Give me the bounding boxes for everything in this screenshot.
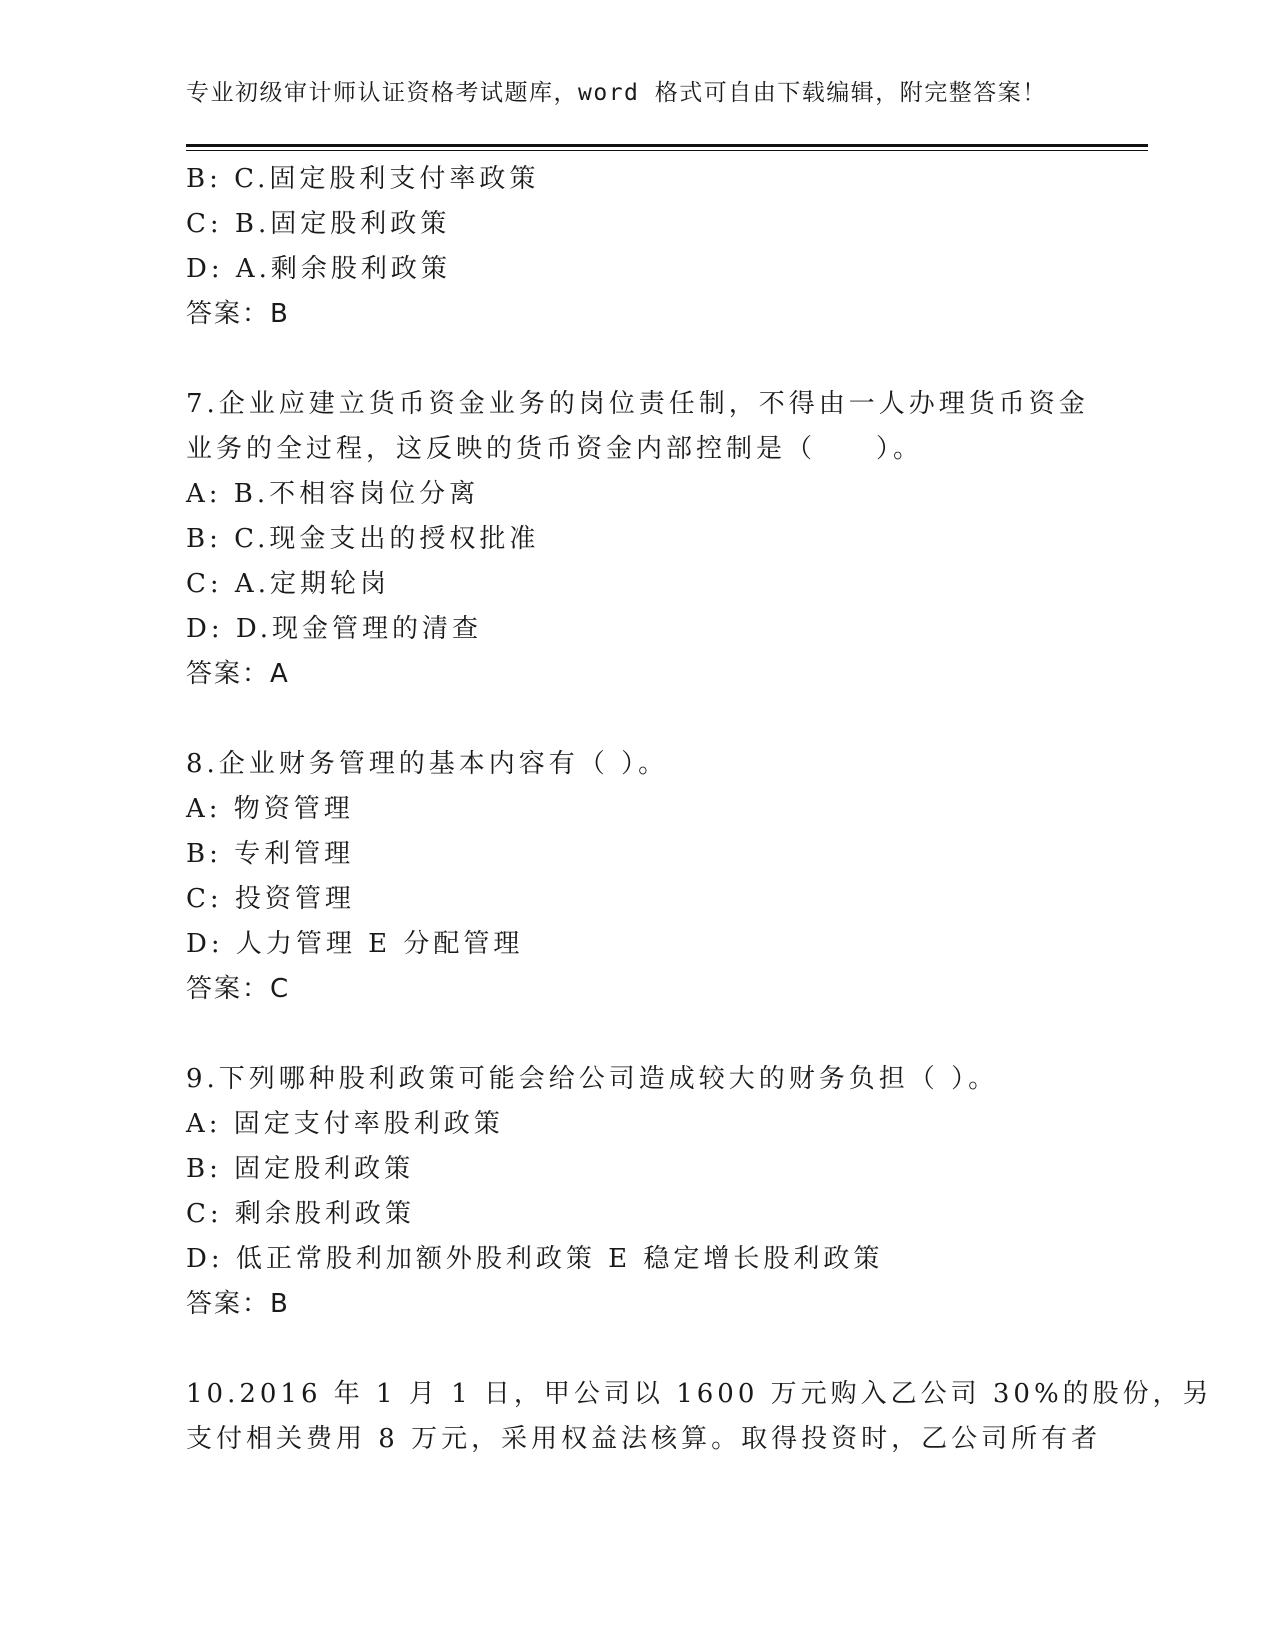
option-line: C: B.固定股利政策 (186, 209, 451, 239)
block-gap (186, 1012, 1086, 1057)
header-rule-thick (186, 144, 1148, 147)
question-text: 支付相关费用 8 万元，采用权益法核算。取得投资时，乙公司所有者 (186, 1424, 1102, 1454)
option-line: B: 固定股利政策 (186, 1154, 415, 1184)
question-block (186, 1372, 1213, 1462)
option-line: A: B.不相容岗位分离 (186, 479, 480, 509)
option-line: B: C.固定股利支付率政策 (186, 164, 540, 194)
answer-line: 答案：B (186, 299, 290, 329)
question-text: 9.下列哪种股利政策可能会给公司造成较大的财务负担（ ）。 (186, 1064, 999, 1094)
header-text: 专业初级审计师认证资格考试题库，word 格式可自由下载编辑，附完整答案！ (186, 80, 1047, 106)
question-content (186, 157, 1213, 1462)
question-text: 8.企业财务管理的基本内容有（ ）。 (186, 749, 669, 779)
question-text: 业务的全过程，这反映的货币资金内部控制是（ ）。 (186, 434, 924, 464)
option-line: A: 固定支付率股利政策 (186, 1109, 504, 1139)
block-gap (186, 1327, 1086, 1372)
question-text: 7.企业应建立货币资金业务的岗位责任制，不得由一人办理货币资金 (186, 389, 1089, 419)
option-line: D: D.现金管理的清查 (186, 614, 483, 644)
question-block (186, 742, 1086, 1012)
answer-line: 答案：A (186, 659, 290, 689)
option-line: D: 人力管理 E 分配管理 (186, 929, 524, 959)
answer-line: 答案：C (186, 974, 291, 1004)
option-line: D: A.剩余股利政策 (186, 254, 451, 284)
option-line: A: 物资管理 (186, 794, 354, 824)
option-line: B: 专利管理 (186, 839, 355, 869)
option-line: C: 投资管理 (186, 884, 355, 914)
option-line: D: 低正常股利加额外股利政策 E 稳定增长股利政策 (186, 1244, 884, 1274)
answer-line: 答案：B (186, 1289, 290, 1319)
option-line: C: A.定期轮岗 (186, 569, 390, 599)
question-block (186, 1057, 1086, 1327)
block-gap (186, 337, 1086, 382)
question-text: 10.2016 年 1 月 1 日，甲公司以 1600 万元购入乙公司 30%的股份，另 (186, 1379, 1213, 1409)
block-gap (186, 697, 1086, 742)
question-block (186, 157, 1086, 337)
option-line: C: 剩余股利政策 (186, 1199, 415, 1229)
question-block (186, 382, 1089, 697)
header-rule-thin (186, 150, 1148, 151)
option-line: B: C.现金支出的授权批准 (186, 524, 540, 554)
